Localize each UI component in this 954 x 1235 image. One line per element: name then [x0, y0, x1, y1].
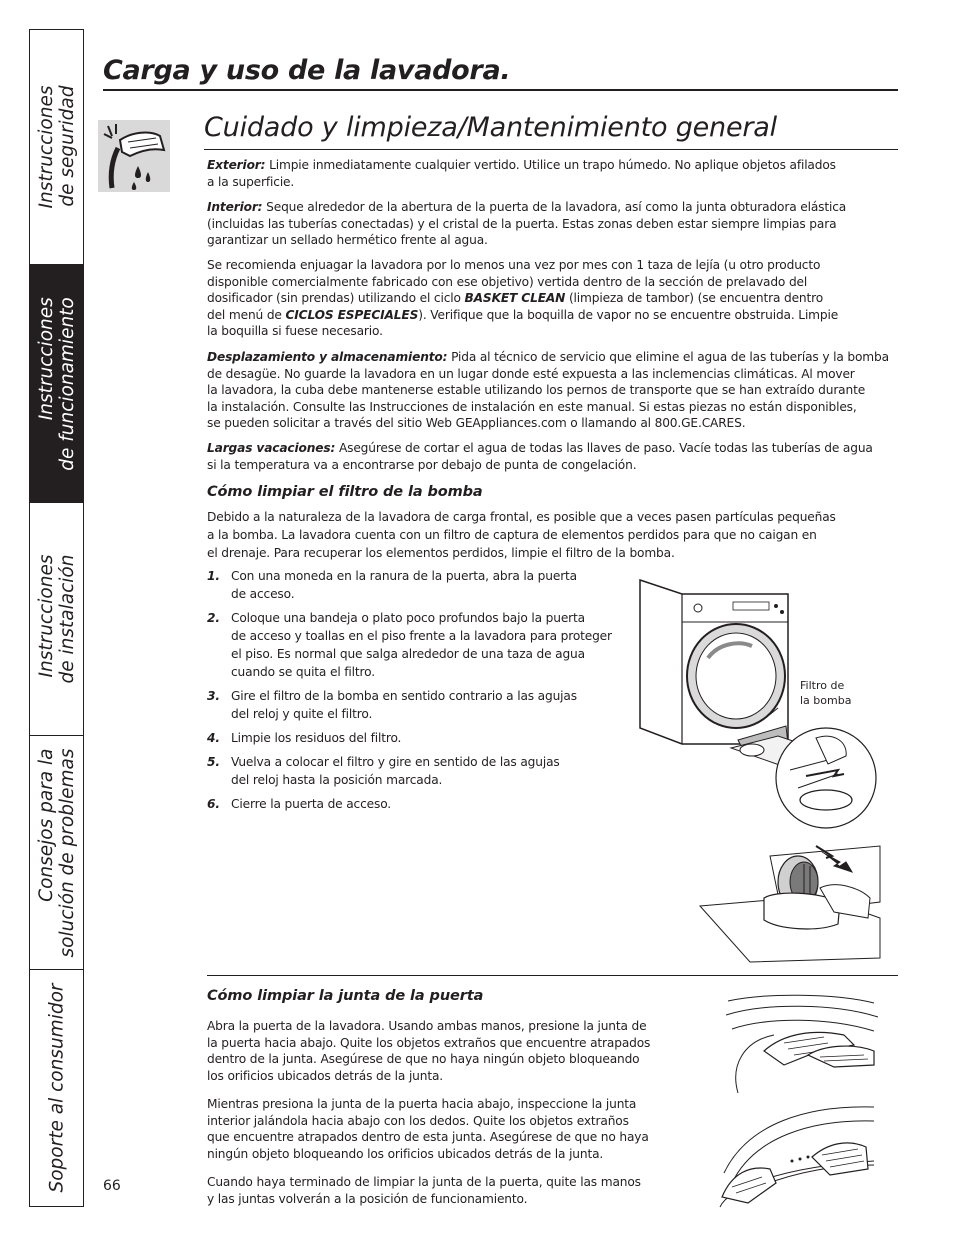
tab-label: Instrucciones de seguridad [35, 85, 78, 209]
interior-paragraph: Interior: Seque alrededor de la abertura de la puerta de la lavadora, así como la junta obturadora elástica (incluidas las tuberías conectadas) y el cristal de la puerta. Estas zonas deben estar siempre limpias para garantizar un sellado hermético frente al agua. [207, 200, 847, 247]
exterior-paragraph: Exterior: Limpie inmediatamente cualquier vertido. Utilice un trapo húmedo. No aplique objetos afilados a la superficie. [207, 158, 836, 189]
tab-consumer-support[interactable] [30, 970, 83, 1206]
pump-filter-caption: Filtro de la bomba [800, 679, 852, 707]
cleaning-sponge-icon [98, 120, 170, 192]
section-title: Cuidado y limpieza/Mantenimiento general [204, 112, 777, 143]
page-title: Carga y uso de la lavadora. [103, 55, 511, 86]
section-tabs [29, 29, 84, 1207]
vacation-paragraph: Largas vacaciones: Asegúrese de cortar el agua de todas las llaves de paso. Vacíe todas las tuberías de agua si la temperatura va a encontrarse por debajo de punta de congelación. [207, 441, 873, 472]
section-divider [207, 975, 898, 976]
tab-operating-instructions[interactable] [30, 265, 83, 503]
tab-label: Consejos para la solución de problemas [35, 748, 78, 957]
section-divider [204, 149, 898, 150]
tab-label: Soporte al consumidor [46, 983, 67, 1193]
door-seal-paragraph-3: Cuando haya terminado de limpiar la junta de la puerta, quite las manos y las juntas volverán a la posición de funcionamiento. [207, 1175, 641, 1206]
tab-troubleshooting[interactable] [30, 736, 83, 970]
tab-label: Instrucciones de funcionamiento [35, 296, 78, 471]
monthly-rinse-paragraph: Se recomienda enjuagar la lavadora por lo menos una vez por mes con 1 taza de lejía (u otro producto disponible comercialmente fabricado con ese objetivo) vertida dentro de la sección de prelavado del dosificador (sin prendas) utilizando el ciclo BASKET CLEAN (limpieza de tambor) (se encuentra dentro del menú de CICLOS ESPECIALES). Verifique que la boquilla de vapor no se encuentre obstruida. Limpie la boquilla si fuese necesario. [207, 258, 839, 338]
title-divider [103, 89, 898, 91]
tab-safety-instructions[interactable] [30, 30, 83, 265]
filter-removal-illustration [700, 842, 882, 962]
tab-label: Instrucciones de instalación [35, 554, 78, 684]
pump-filter-heading: Cómo limpiar el filtro de la bomba [207, 484, 483, 500]
door-seal-paragraph-2: Mientras presiona la junta de la puerta hacia abajo, inspeccione la junta interior jalándola hacia abajo con los dedos. Quite los objetos extraños que encuentre atrapados dentro de esta junta. Asegúrese de que no haya ningún objeto bloqueando los orificios ubicados detrás de la junta. [207, 1097, 649, 1161]
tab-installation-instructions[interactable] [30, 503, 83, 736]
pump-filter-intro: Debido a la naturaleza de la lavadora de carga frontal, es posible que a veces pasen partículas pequeñas a la bomba. La lavadora cuenta con un filtro de captura de elementos perdidos para que no caigan en el drenaje. Para recuperar los elementos perdidos, limpie el filtro de la bomba. [207, 510, 836, 560]
door-seal-press-illustration [724, 995, 880, 1095]
page-number: 66 [103, 1178, 121, 1194]
door-seal-inspect-illustration [718, 1103, 878, 1207]
door-seal-heading: Cómo limpiar la junta de la puerta [207, 988, 484, 1004]
moving-storage-paragraph: Desplazamiento y almacenamiento: Pida al técnico de servicio que elimine el agua de las tuberías y la bomba de desagüe. No guarde la lavadora en un lugar donde esté expuesta a las inclemencias climáticas. Al mover la lavadora, la cuba debe mantenerse estable utilizando los pernos de transporte que se han extraído durante la instalación. Consulte las Instrucciones de instalación en este manual. Si estas piezas no están disponibles, se pueden solicitar a través del sitio Web GEAppliances.com o llamando al 800.GE.CARES. [207, 350, 889, 430]
door-seal-paragraph-1: Abra la puerta de la lavadora. Usando ambas manos, presione la junta de la puerta hacia abajo. Quite los objetos extraños que encuentre atrapados dentro de la junta. Asegúrese de que no haya ningún objeto bloqueando los orificios ubicados detrás de la junta. [207, 1019, 651, 1083]
